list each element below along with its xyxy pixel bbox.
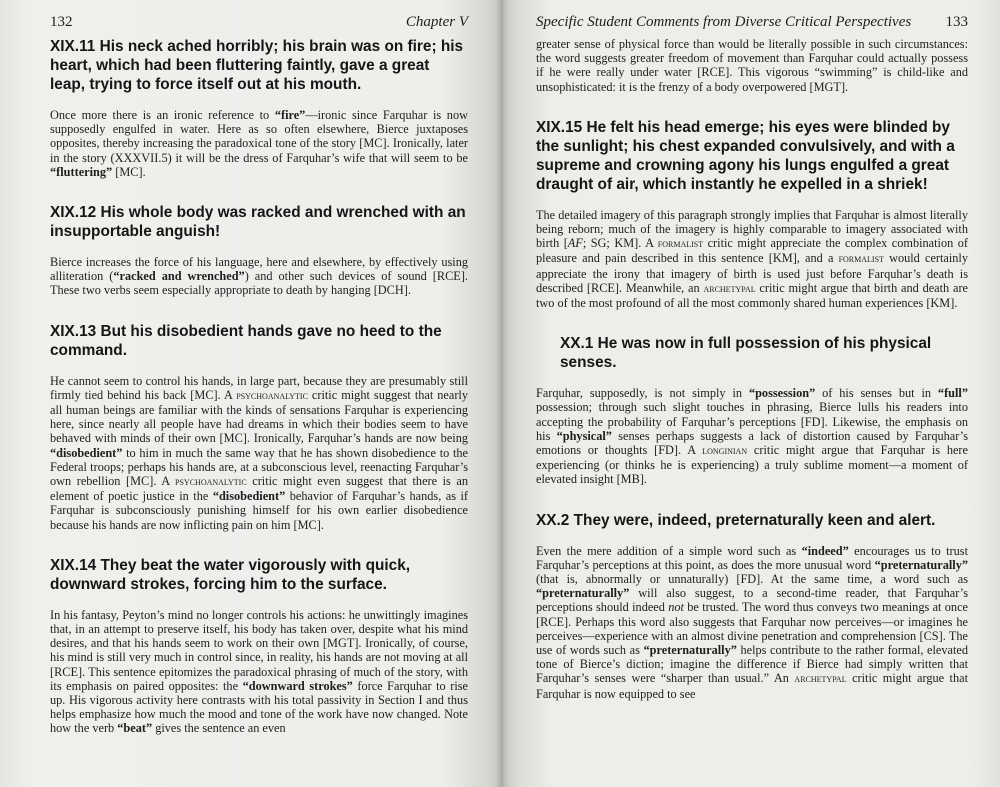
section-body-xix-15: The detailed imagery of this paragraph strongly implies that Farquhar is almost literally being reborn; much of the imagery is highly comparable to imagery associated with birth [AF; SG; KM]. A formalist critic might appreciate the complex combination of pleasure and pain described in this sentence [KM], and a formalist would certainly appreciate the irony that imagery of birth is used just before Farquhar’s death is described [RCE]. Meanwhile, an archetypal critic might argue that birth and death are two of the most profound of all the most commonly shared human experiences [KM]. (536, 207, 969, 311)
section-heading-xix-13: XIX.13 But his disobedient hands gave no heed to the command. (50, 322, 442, 359)
section-heading-xx-2: XX.2 They were, indeed, preternaturally keen and alert. (536, 511, 936, 529)
right-chapter-title: Specific Student Comments from Diverse Critical Perspectives (536, 14, 912, 30)
left-running-head (50, 14, 468, 31)
right-page (502, 0, 1000, 787)
section-body-xix-12: Bierce increases the force of his language, here and elsewhere, by effectively using alliteration (“racked and wrenched”) and other such devices of sound [RCE]. These two verbs seem especially appropriate to death by hanging [DCH]. (50, 255, 468, 298)
section-body-xx-2: Even the mere addition of a simple word such as “indeed” encourages us to trust Farquhar’s perceptions at this point, as does the more unusual word “preternaturally” (that is, abnormally or unnaturally) [FD]. At the same time, a word such as “preternaturally” will also suggest, to a second-time reader, that Farquhar’s perceptions should indeed not be trusted. The word thus conveys two meanings at once [RCE]. Perhaps this word also suggests that Farquhar now perceives—or imagines he perceives—experience with an almost divine penetration and comprehension [CS]. The use of words such as “preternaturally” helps contribute to the rather formal, elevated tone of Bierce’s diction; imagine the difference if Bierce had simply written that Farquhar’s senses were “sharper than usual.” An archetypal critic might argue that Farquhar is now equipped to see (536, 543, 968, 701)
continuation-paragraph: greater sense of physical force than would be literally possible in such circumstances: the word suggests greater freedom of movement than Farquhar could actually possess if he were really under water [RCE]. This vigorous “swimming” is child-like and unsophisticated: it is the frenzy of a body overpowered [MGT]. (536, 37, 968, 94)
section-heading-xix-12: XIX.12 His whole body was racked and wrenched with an insupportable anguish! (50, 204, 466, 241)
section-heading-xix-14: XIX.14 They beat the water vigorously with quick, downward strokes, forcing him to the surface. (50, 556, 411, 593)
section-heading-xx-1: XX.1 He was now in full possession of his physical senses. (560, 335, 932, 372)
section-body-xx-1: Farquhar, supposedly, is not simply in “possession” of his senses but in “full” possession; through such slight touches in phrasing, Bierce lulls his readers into accepting the probability of Farquhar’s perceptions [FD]. Likewise, the emphasis on his “physical” senses perhaps suggests a lack of distortion caused by Farquhar’s emotions or thoughts [FD]. A longinian critic might argue that Farquhar is here experiencing (or thinks he is experiencing) a truly sublime moment—a moment of elevated insight [MB]. (536, 386, 968, 487)
section-body-xix-11: Once more there is an ironic reference to “fire”—ironic since Farquhar is now supposedly engulfed in water. Here as so often elsewhere, Bierce juxtaposes opposites, thereby increasing the paradoxical tone of the story [MC]. Ironically, later in the story (XXXVII.5) it will be the dress of Farquhar’s wife that will seem to be “fluttering” [MC]. (50, 108, 468, 179)
left-chapter-title: Chapter V (405, 14, 468, 30)
section-body-xix-14: In his fantasy, Peyton’s mind no longer controls his actions: he unwittingly imagines that, in an attempt to preserve itself, his body has taken over, despite what his mind desires, and that his hands seem to work on their own [MGT]. Ironically, of course, his mind is still very much in control since, in reality, his hands are not moving at all [RCE]. This sentence epitomizes the paradoxical phrasing of much of the story, with its emphasis on paired opposites: the “downward strokes” force Farquhar to rise up. His vigorous activity here contrasts with his total passivity in Section I and thus helps emphasize how much the mood and tone of the work have now changed. Note how the verb “beat” gives the sentence an even (50, 607, 468, 736)
book-gutter (496, 0, 510, 787)
section-heading-xix-15: XIX.15 He felt his head emerge; his eyes were blinded by the sunlight; his chest expanded convulsively, and with a supreme and crowning agony his lungs engulfed a great draught of air, which instantly he expelled in a shriek! (536, 118, 955, 193)
right-page-number: 133 (945, 14, 968, 30)
right-running-head (536, 14, 968, 31)
section-heading-xix-11: XIX.11 His neck ached horribly; his brain was on fire; his heart, which had been fluttering faintly, gave a great leap, trying to force itself out at his mouth. (50, 38, 464, 93)
left-page-number: 132 (50, 14, 73, 30)
section-body-xix-13: He cannot seem to control his hands, in large part, because they are presumably still firmly tied behind his back [MC]. A psychoanalytic critic might suggest that nearly all human beings are familiar with the kinds of sensations Farquhar is experiencing here, since nearly all people have had dreams in which their bodies seem to have behaved with minds of their own [MC]. Ironically, Farquhar’s hands are now being “disobedient” to him in much the same way that he has shown disobedience to the Federal troops; perhaps his hands are, at a subconscious level, reenacting Farquhar’s own rebellion [MC]. A psychoanalytic critic might even suggest that there is an element of poetic justice in the “disobedient” behavior of Farquhar’s hands, as if Farquhar is subconsciously punishing himself for his own earlier disobedience because his hands are now inflicting pain on him [MC]. (50, 373, 468, 532)
